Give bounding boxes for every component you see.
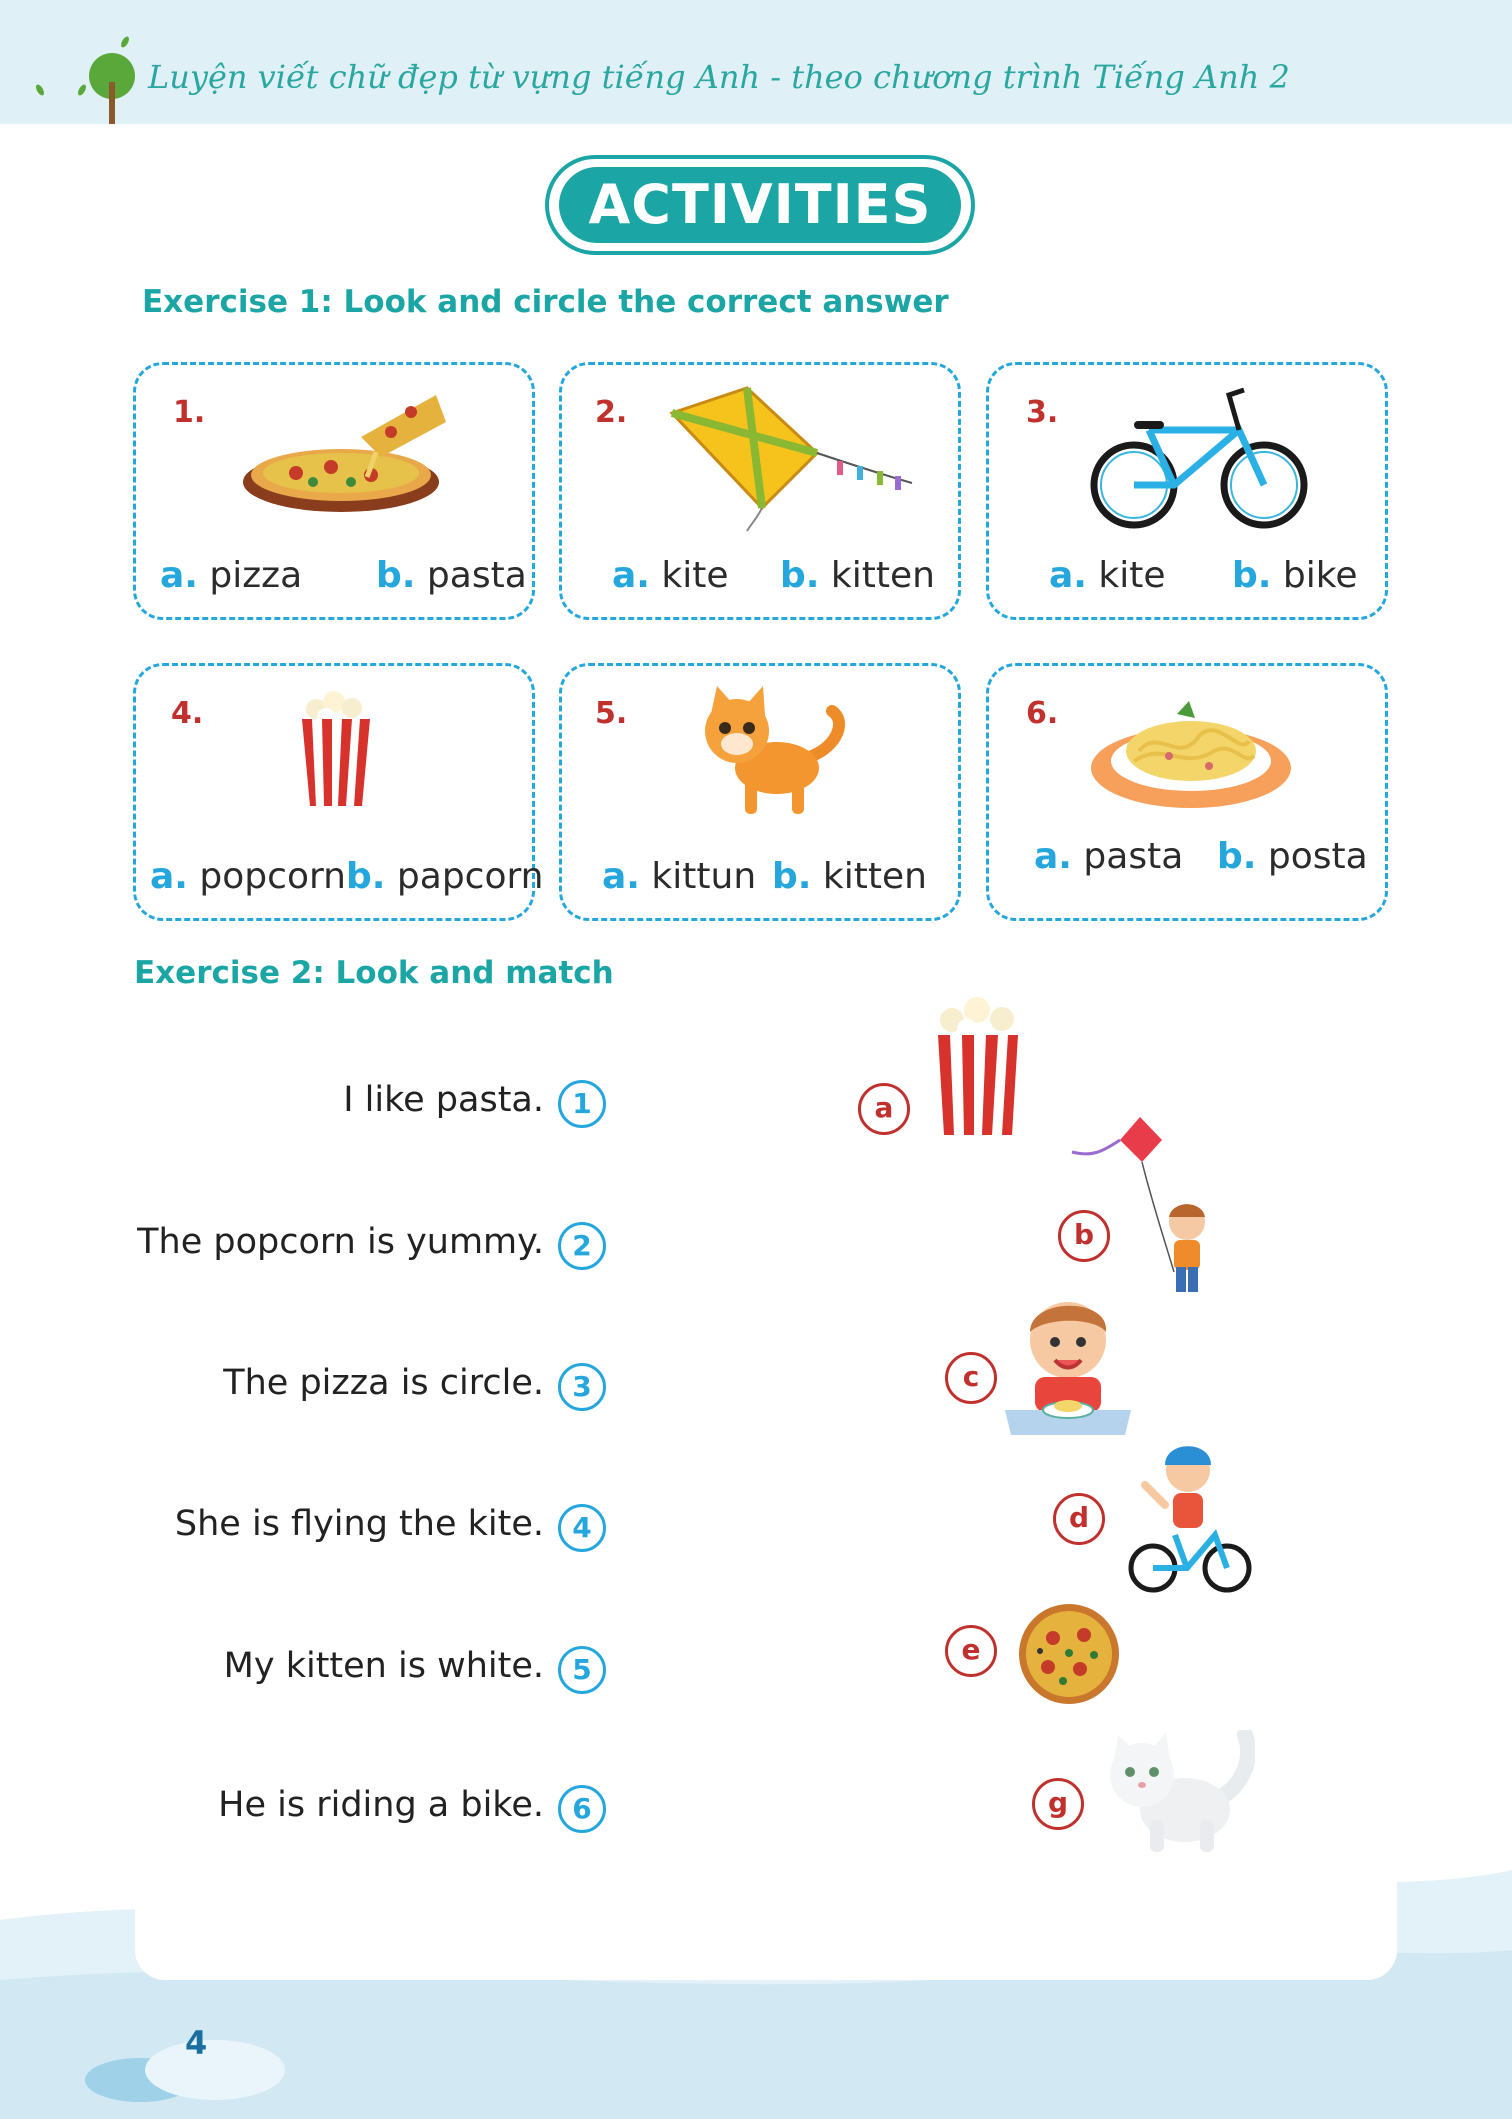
option-a[interactable]: a. pasta (1034, 836, 1184, 877)
item-number: 4. (171, 696, 204, 731)
option-b[interactable]: b. kitten (772, 856, 927, 897)
picture-letter-g[interactable]: g (1032, 1778, 1084, 1830)
exercise1-card-3 (986, 362, 1388, 620)
white-cat-icon (1100, 1730, 1255, 1855)
picture-letter-a[interactable]: a (858, 1083, 910, 1135)
sentence-number-5[interactable]: 5 (558, 1646, 606, 1694)
popcorn-icon (296, 684, 376, 814)
sentence-number-4[interactable]: 4 (558, 1504, 606, 1552)
pizza-icon (1018, 1603, 1120, 1705)
sentence-1: I like pasta. (343, 1080, 544, 1120)
exercise1-card-1 (133, 362, 535, 620)
option-a[interactable]: a. kittun (602, 856, 757, 897)
sentence-5: My kitten is white. (223, 1646, 544, 1686)
option-a[interactable]: a. kite (612, 555, 729, 596)
popcorn-box-icon (932, 995, 1024, 1140)
picture-letter-d[interactable]: d (1053, 1493, 1105, 1545)
exercise1-card-4 (133, 663, 544, 921)
option-b[interactable]: b. papcorn (346, 856, 544, 897)
option-b[interactable]: b. bike (1232, 555, 1358, 596)
sentence-number-2[interactable]: 2 (558, 1222, 606, 1270)
exercise1-heading: Exercise 1: Look and circle the correct answer (142, 284, 949, 320)
bike-icon (1089, 385, 1314, 535)
kite-icon (667, 383, 917, 533)
tree-icon (30, 30, 140, 125)
child-flying-kite-icon (1062, 1112, 1222, 1302)
activities-title-pill (545, 155, 975, 255)
exercise1-card-2 (559, 362, 961, 620)
exercise2-heading: Exercise 2: Look and match (134, 955, 614, 991)
boy-eating-pasta-icon (1005, 1292, 1131, 1435)
pasta-icon (1089, 696, 1294, 811)
picture-letter-b[interactable]: b (1058, 1210, 1110, 1262)
item-number: 6. (1026, 696, 1059, 731)
option-a[interactable]: a. pizza (160, 555, 303, 596)
section-title: ACTIVITIES (559, 167, 961, 243)
option-b[interactable]: b. kitten (780, 555, 935, 596)
exercise1-card-6 (986, 663, 1388, 921)
sentence-4: She is flying the kite. (174, 1504, 544, 1544)
item-number: 2. (595, 395, 628, 430)
sentence-number-3[interactable]: 3 (558, 1363, 606, 1411)
item-number: 3. (1026, 395, 1059, 430)
picture-letter-c[interactable]: c (945, 1352, 997, 1404)
item-number: 1. (173, 395, 206, 430)
page-number: 4 (185, 2024, 208, 2062)
exercise1-card-5 (559, 663, 961, 921)
item-number: 5. (595, 696, 628, 731)
sentence-number-1[interactable]: 1 (558, 1080, 606, 1128)
sentence-3: The pizza is circle. (223, 1363, 544, 1403)
boy-riding-bike-icon (1125, 1435, 1253, 1595)
option-b[interactable]: b. pasta (376, 555, 527, 596)
option-a[interactable]: a. kite (1049, 555, 1166, 596)
sentence-6: He is riding a bike. (218, 1785, 544, 1825)
option-b[interactable]: b. posta (1217, 836, 1368, 877)
cat-icon (697, 686, 847, 821)
option-a[interactable]: a. popcorn (150, 856, 346, 897)
sentence-2: The popcorn is yummy. (137, 1222, 544, 1262)
header-title: Luyện viết chữ đẹp từ vựng tiếng Anh - theo chương trình Tiếng Anh 2 (148, 58, 1290, 96)
picture-letter-e[interactable]: e (945, 1625, 997, 1677)
sentence-number-6[interactable]: 6 (558, 1785, 606, 1833)
pizza-icon (241, 387, 446, 522)
